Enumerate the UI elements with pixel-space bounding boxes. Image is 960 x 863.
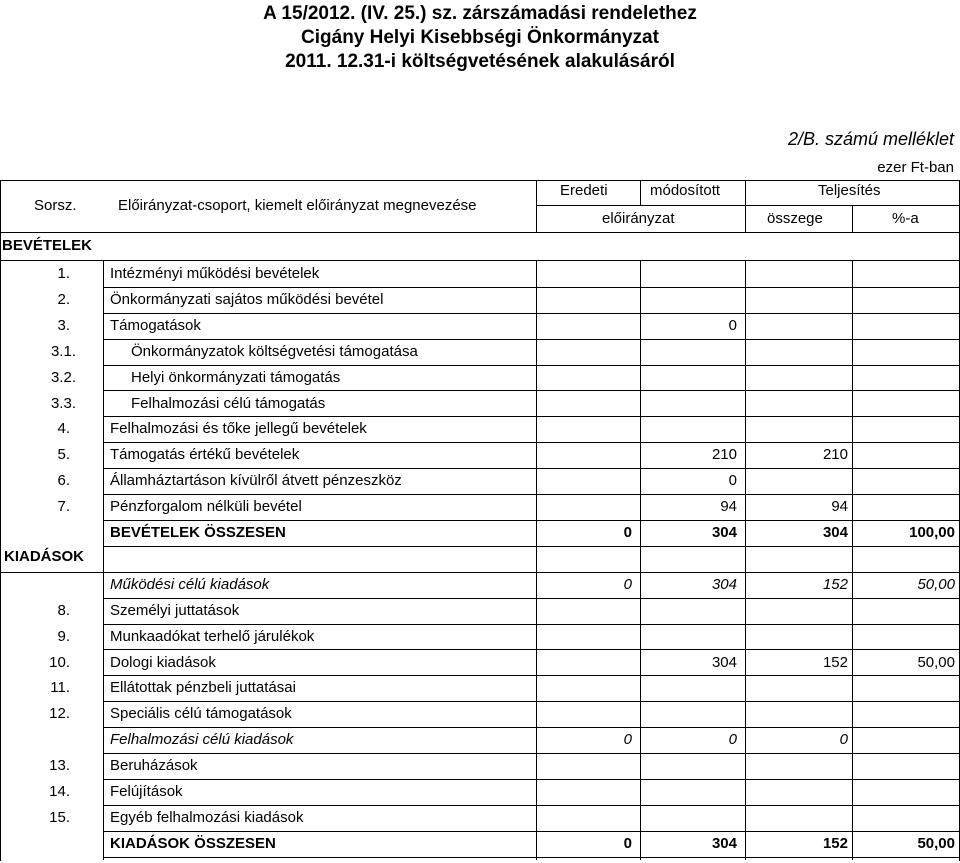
- table-row: [0, 572, 960, 598]
- annex-label: 2/B. számú melléklet: [787, 129, 954, 149]
- unit-label: ezer Ft-ban: [877, 159, 954, 176]
- row-label: Működési célú kiadások: [110, 575, 270, 593]
- row-modositott-value: 0: [728, 472, 737, 490]
- row-szazalek-value: 50,00: [917, 834, 955, 852]
- row-osszege-value: 0: [839, 731, 848, 749]
- section-kiadasok: KIADÁSOK: [4, 548, 85, 565]
- row-number: 11.: [50, 679, 70, 697]
- row-number: 10.: [49, 653, 70, 671]
- row-number: 3.3.: [50, 394, 76, 412]
- row-label: Beruházások: [110, 757, 198, 775]
- row-number: 14.: [49, 783, 70, 800]
- col-header-eredeti: Eredeti: [560, 182, 608, 199]
- table-vline: [103, 261, 104, 860]
- row-eredeti-value: 0: [623, 524, 632, 541]
- row-label: Támogatások: [110, 316, 201, 334]
- table-row: [0, 442, 960, 468]
- table-top-border: [0, 180, 960, 181]
- row-number: 3.: [57, 316, 70, 334]
- row-label: Ellátottak pénzbeli juttatásai: [110, 679, 296, 697]
- table-row: [0, 261, 960, 287]
- document-title-line1: A 15/2012. (IV. 25.) sz. zárszámadási rendelethez: [263, 3, 697, 24]
- table-row: [0, 313, 960, 339]
- table-vline: [640, 261, 641, 860]
- row-eredeti-value: 0: [623, 731, 632, 749]
- section-bevetelek-line: [0, 260, 960, 261]
- col-header-szazalek: %-a: [892, 210, 919, 227]
- table-vline: [536, 261, 537, 860]
- table-row: [0, 779, 960, 805]
- col-header-sorsz: Sorsz.: [34, 197, 77, 214]
- row-osszege-value: 94: [831, 498, 848, 516]
- document-title-line3: 2011. 12.31-i költségvetésének alakulásáról: [285, 51, 675, 72]
- col-header-eloiranyzat: előirányzat: [602, 210, 675, 227]
- table-row: [0, 650, 960, 676]
- table-vline: [745, 261, 746, 860]
- header-vline-eredeti: [536, 180, 537, 232]
- row-number: 12.: [49, 705, 70, 723]
- table-row: [0, 831, 960, 857]
- row-label: Speciális célú támogatások: [110, 705, 292, 723]
- row-modositott-value: 304: [711, 653, 737, 671]
- table-row: [0, 287, 960, 313]
- row-number: 7.: [57, 498, 70, 516]
- row-number: 1.: [57, 265, 70, 282]
- row-osszege-value: 304: [822, 524, 848, 541]
- header-vline-teljesites: [745, 180, 746, 232]
- row-eredeti-value: 0: [623, 575, 632, 593]
- table-row: [0, 391, 960, 417]
- row-number: 3.2.: [50, 368, 76, 386]
- row-modositott-value: 304: [711, 575, 737, 593]
- row-modositott-value: 0: [728, 731, 737, 749]
- row-number: 2.: [57, 290, 70, 308]
- table-row: [0, 598, 960, 624]
- row-label: Felhalmozási és tőke jellegű bevételek: [110, 420, 367, 438]
- table-row: [0, 805, 960, 831]
- row-osszege-value: 210: [822, 446, 848, 464]
- row-modositott-value: 304: [711, 834, 737, 852]
- row-label: BEVÉTELEK ÖSSZESEN: [110, 524, 286, 541]
- row-label: Munkaadókat terhelő járulékok: [110, 627, 315, 645]
- row-szazalek-value: 50,00: [917, 653, 955, 671]
- row-number: 5.: [57, 446, 70, 464]
- row-modositott-value: 210: [711, 446, 737, 464]
- table-row: [0, 624, 960, 650]
- row-szazalek-value: 100,00: [909, 524, 955, 541]
- row-number: 4.: [57, 420, 70, 438]
- col-header-osszege: összege: [767, 210, 823, 227]
- table-row: [0, 365, 960, 391]
- row-label: Felhalmozási célú kiadások: [110, 731, 294, 749]
- row-szazalek-value: 50,00: [917, 575, 955, 593]
- header-bottom-line: [0, 232, 960, 233]
- header-divider: [536, 205, 960, 206]
- table-row: [0, 753, 960, 779]
- table-row: [0, 468, 960, 494]
- row-osszege-value: 152: [822, 834, 848, 852]
- table-outer-border: [0, 180, 1, 861]
- table-row: [0, 727, 960, 753]
- table-row: [0, 494, 960, 520]
- row-label: Dologi kiadások: [110, 653, 216, 671]
- table-row: [0, 546, 960, 572]
- row-modositott-value: 304: [711, 524, 737, 541]
- row-modositott-value: 94: [720, 498, 737, 516]
- row-number: 9.: [57, 627, 70, 645]
- table-vline: [852, 261, 853, 860]
- row-label: Felhalmozási célú támogatás: [131, 394, 326, 412]
- row-label: Személyi juttatások: [110, 601, 240, 619]
- row-number: 8.: [57, 601, 70, 619]
- col-header-modositott: módosított: [650, 182, 721, 199]
- row-border: [103, 857, 960, 858]
- row-label: Államháztartáson kívülről átvett pénzeszköz: [110, 472, 402, 490]
- row-number: 13.: [49, 757, 70, 775]
- table-row: [0, 339, 960, 365]
- row-modositott-value: 0: [728, 316, 737, 334]
- row-label: Intézményi működési bevételek: [110, 265, 320, 282]
- row-number: 15.: [49, 808, 70, 826]
- row-label: Önkormányzatok költségvetési támogatása: [131, 342, 418, 360]
- section-bevetelek: BEVÉTELEK: [2, 237, 93, 254]
- document-title-line2: Cigány Helyi Kisebbségi Önkormányzat: [301, 27, 659, 48]
- row-label: Helyi önkormányzati támogatás: [131, 368, 341, 386]
- row-label: KIADÁSOK ÖSSZESEN: [110, 834, 276, 852]
- row-label: Felújítások: [110, 783, 183, 800]
- row-number: 6.: [57, 472, 70, 490]
- row-eredeti-value: 0: [623, 834, 632, 852]
- table-row: [0, 520, 960, 546]
- row-osszege-value: 152: [822, 653, 848, 671]
- row-label: Támogatás értékű bevételek: [110, 446, 300, 464]
- row-label: Egyéb felhalmozási kiadások: [110, 808, 304, 826]
- header-vline-szazalek: [852, 206, 853, 232]
- header-vline-modositott: [640, 180, 641, 206]
- row-label: Önkormányzati sajátos működési bevétel: [110, 290, 384, 308]
- row-osszege-value: 152: [822, 575, 848, 593]
- table-row: [0, 701, 960, 727]
- row-number: 3.1.: [50, 342, 76, 360]
- table-row: [0, 675, 960, 701]
- col-header-name: Előirányzat-csoport, kiemelt előirányzat megnevezése: [118, 197, 477, 214]
- table-row: [0, 416, 960, 442]
- col-header-teljesites: Teljesítés: [818, 182, 881, 199]
- row-label: Pénzforgalom nélküli bevétel: [110, 498, 302, 516]
